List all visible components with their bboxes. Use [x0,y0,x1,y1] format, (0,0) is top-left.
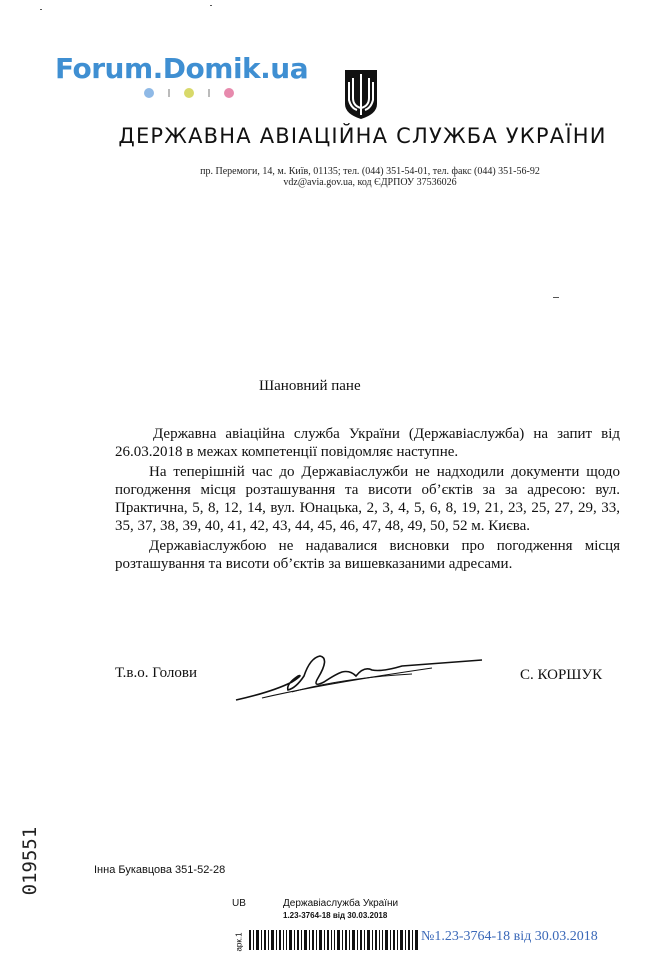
registration-number-text: 019551 [19,826,41,896]
watermark-dot [184,88,194,98]
handwritten-signature [232,648,488,708]
agency-name: ДЕРЖАВНА АВІАЦІЙНА СЛУЖБА УКРАЇНИ [118,124,607,148]
signatory-name: С. КОРШУК [520,667,603,683]
paragraph: На теперішній час до Державіаслужби не надходили документи щодо погодження місця розташування та висоти об’єктів за за адресою: вул. Практична, 5, 8, 12, 14, вул. Юнацька, 2, 3, 4, 5, 6, 8, 19, 21, 23, 25, 27, 29, 33, 35, 37, 38, 39, 40, 41, 42, 43, 44, 45, 46, 47, 48, 49, 50, 52 м. Києва. [115,464,620,534]
watermark-logo: Forum.Domik.ua [55,52,309,85]
sheet-label-text: арк.1 [234,932,244,952]
barcode-text: №1.23-3764-18 від 30.03.2018 [421,929,598,944]
paragraph: Державна авіаційна служба України (Державіаслужба) на запит від 26.03.2018 в межах компетенції повідомляє наступне. [115,426,620,460]
paragraph: Державіаслужбою не надавалися висновки про погодження місця розташування та висоти об’єктів за вишевказаними адресами. [115,538,620,572]
watermark-tick [208,89,210,97]
scan-mark [40,9,42,10]
signatory-title: Т.в.о. Голови [115,665,197,681]
watermark-tick [168,89,170,97]
stamp-prefix: UB [232,898,246,909]
contacts-line: vdz@avia.gov.ua, код ЄДРПОУ 37536026 [283,177,457,188]
barcode [249,930,419,950]
letter-body [115,425,620,575]
stamp-organization: Державіаслужба України [283,898,399,909]
contacts-line: пр. Перемоги, 14, м. Київ, 01135; тел. (044) 351-54-01, тел. факс (044) 351-56-92 [200,166,540,177]
watermark-dot [224,88,234,98]
scan-mark [553,297,559,298]
watermark-dots [144,88,234,98]
coat-of-arms-icon [343,68,379,120]
sheet-label [233,930,245,954]
executor-contact: Інна Букавцова 351-52-28 [94,864,226,876]
scan-mark [210,5,212,6]
agency-contacts [140,166,600,188]
salutation: Шановний пане [259,378,361,394]
stamp-number: 1.23-3764-18 від 30.03.2018 [283,911,388,920]
watermark-dot [144,88,154,98]
registration-number [20,826,40,896]
